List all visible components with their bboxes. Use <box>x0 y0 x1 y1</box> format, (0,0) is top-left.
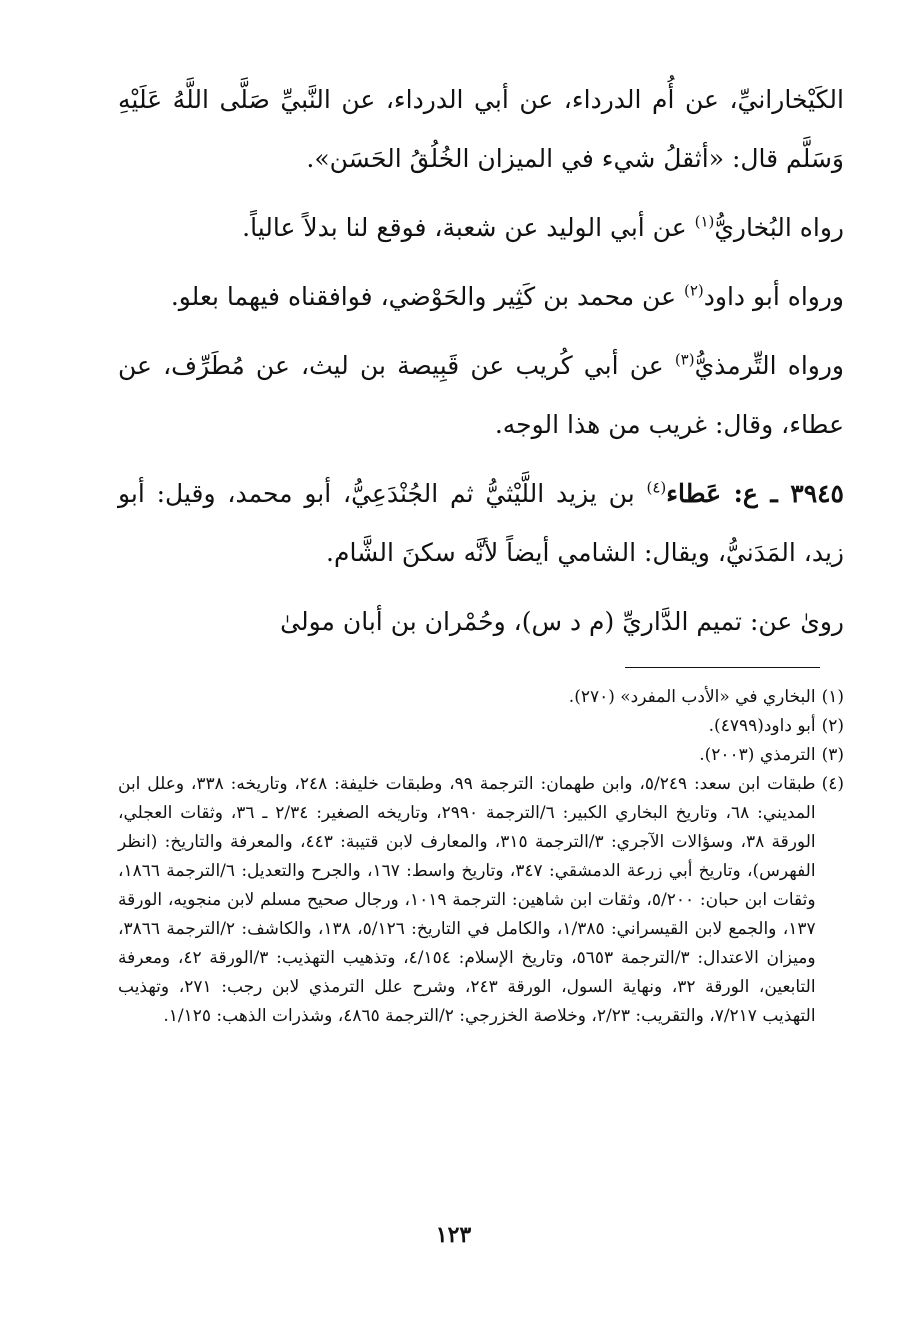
paragraph-text: بن يزيد اللَّيْثيُّ ثم الجُنْدَعِيُّ، أبو محمد، وقيل: أبو زيد، المَدَنيُّ، ويقال: الشامي أيضاً لأنَّه سكنَ الشَّام. <box>118 479 844 567</box>
page-number: ١٢٣ <box>435 1222 472 1248</box>
footnote-text: الترمذي (٢٠٠٣). <box>699 745 816 765</box>
paragraph-text: ورواه التِّرمذيُّ <box>694 351 844 380</box>
footnote-number: (٤) <box>821 774 844 794</box>
paragraph-narrated-from <box>118 592 844 651</box>
footnote-item <box>118 741 844 770</box>
paragraph-hadith <box>118 70 844 188</box>
footnote-text: البخاري في «الأدب المفرد» (٢٧٠). <box>568 687 816 707</box>
paragraph-text: عن أبي الوليد عن شعبة، فوقع لنا بدلاً عالياً. <box>242 213 695 242</box>
paragraph-text: عن أبي كُريب عن قَبِيصة بن ليث، عن مُطَرِّف، عن عطاء، وقال: غريب من هذا الوجه. <box>118 351 844 439</box>
footnote-item <box>118 770 844 1031</box>
entry-heading: ٣٩٤٥ ـ ع: عَطاء <box>666 479 844 508</box>
paragraph-text: روىٰ عن: تميم الدَّاريِّ (م د س)، وحُمْران بن أبان مولىٰ <box>280 607 844 636</box>
paragraph-text: عن محمد بن كَثِير والحَوْضي، فوافقناه فيهما بعلو. <box>170 282 684 311</box>
footnote-text: طبقات ابن سعد: ٥/٢٤٩، وابن طهمان: الترجمة ٩٩، وطبقات خليفة: ٢٤٨، وتاريخه: ٣٣٨، وعلل ابن المديني: ٦٨، وتاريخ البخاري الكبير: ٦/الترجمة ٢٩٩٠، وتاريخه الصغير: ٢/٣٤ ـ ٣٦، وثقات العجلي، الورقة ٣٨، وسؤالات الآجري: ٣/الترجمة ٣١٥، والمعارف لابن قتيبة: ٤٤٣، والمعرفة والتاريخ: (انظر الفهرس)، وتاريخ أبي زرعة الدمشقي: ٣٤٧، وتاريخ واسط: ١٦٧، والجرح والتعديل: ٦/الترجمة ١٨٦٦، وثقات ابن حبان: ٥/٢٠٠، وثقات ابن شاهين: الترجمة ١٠١٩، ورجال صحيح مسلم لابن منجويه، الورقة ١٣٧، والجمع لابن القيسراني: ١/٣٨٥، والكامل في التاريخ: ٥/١٢٦، ١٣٨، والكاشف: ٢/الترجمة ٣٨٦٦، وميزان الاعتدال: ٣/الترجمة ٥٦٥٣، وتاريخ الإسلام: ٤/١٥٤، وتذهيب التهذيب: ٣/الورقة ٤٢، ومعرفة التابعين، الورقة ٣٢، ونهاية السول، الورقة ٢٤٣، وشرح علل الترمذي لابن رجب: ٢٧١، وتهذيب التهذيب ٧/٢١٧، والتقريب: ٢/٢٣، وخلاصة الخزرجي: ٢/الترجمة ٤٨٦٥، وشذرات الذهب: ١/١٢٥. <box>118 774 816 1026</box>
paragraph-text: رواه البُخاريُّ <box>714 213 844 242</box>
footnote-ref: (٤) <box>646 478 667 497</box>
footnote-text: أبو داود(٤٧٩٩). <box>708 716 816 736</box>
footnote-number: (٣) <box>821 745 844 765</box>
paragraph-bukhari <box>118 198 844 257</box>
paragraph-abu-dawud <box>118 267 844 326</box>
footnote-divider <box>625 667 820 668</box>
main-text <box>118 70 844 661</box>
paragraph-tirmidhi <box>118 336 844 454</box>
footnote-item <box>118 712 844 741</box>
footnotes <box>118 683 844 1031</box>
footnote-number: (١) <box>821 687 844 707</box>
footnote-ref: (٢) <box>683 281 704 300</box>
footnote-number: (٢) <box>821 716 844 736</box>
footnote-item <box>118 683 844 712</box>
paragraph-biography-entry <box>118 464 844 582</box>
paragraph-text: ورواه أبو داود <box>703 282 844 311</box>
footnote-ref: (٣) <box>674 350 695 369</box>
paragraph-text: الكَيْخارانيِّ، عن أُم الدرداء، عن أبي الدرداء، عن النَّبيِّ صَلَّى اللَّهُ عَلَيْهِ وَسَلَّم قال: «أثقلُ شيء في الميزان الخُلُقُ الحَسَن». <box>118 85 844 173</box>
footnote-ref: (١) <box>694 212 715 231</box>
